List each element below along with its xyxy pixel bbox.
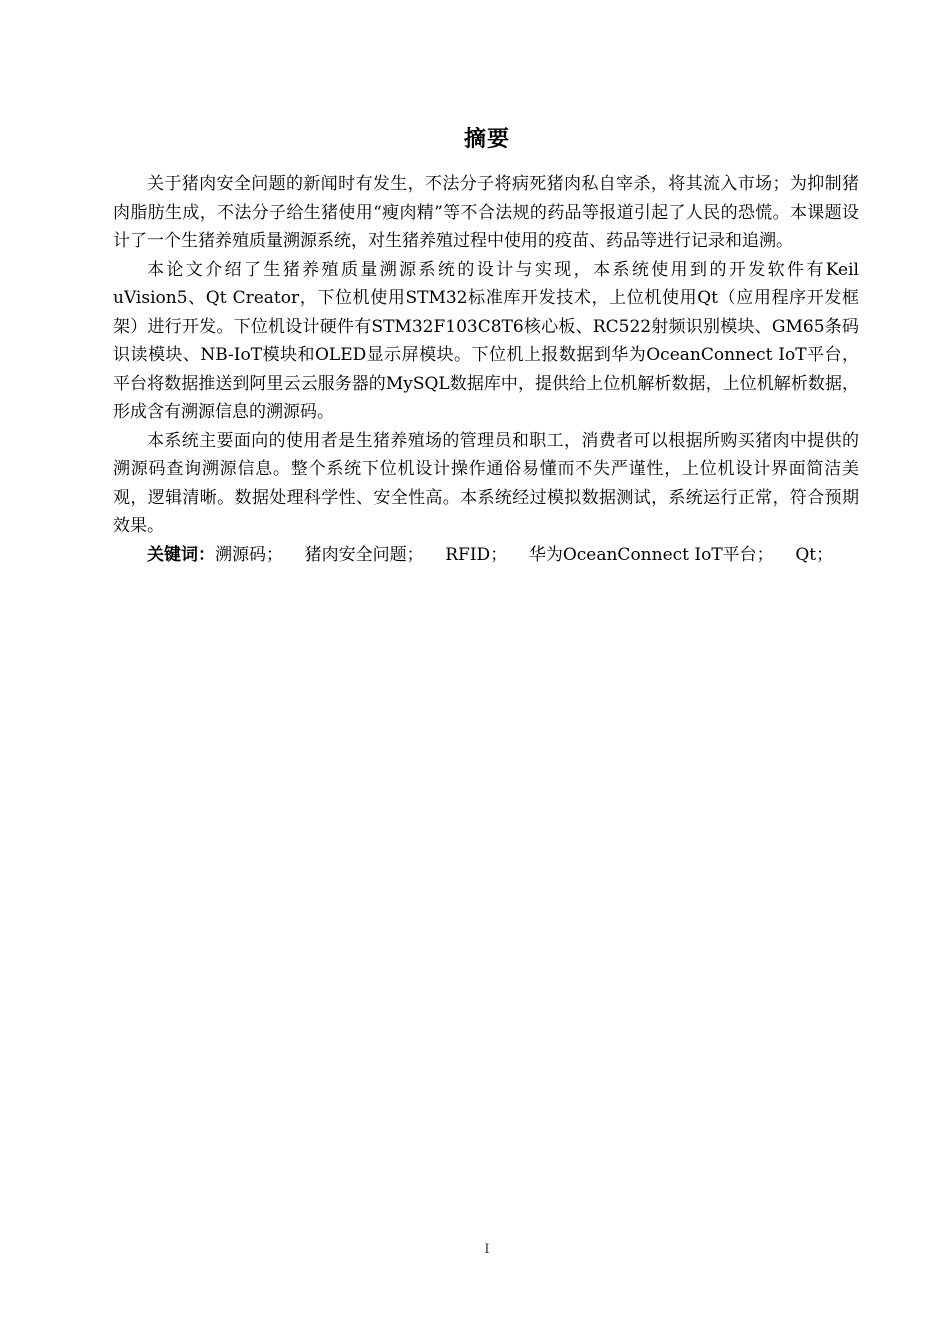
keywords-label: 关键词：	[147, 544, 215, 565]
keyword-item: RFID；	[445, 544, 508, 565]
keyword-item: 猪肉安全问题；	[304, 544, 424, 565]
abstract-paragraph-1: 关于猪肉安全问题的新闻时有发生，不法分子将病死猪肉私自宰杀，将其流入市场；为抑制猪肉脂肪生成，不法分子给生猪使用“瘦肉精”等不合法规的药品等报道引起了人民的恐慌。本课题设计了一个生猪养殖质量溯源系统，对生猪养殖过程中使用的疫苗、药品等进行记录和追溯。	[113, 174, 859, 251]
keyword-item: 溯源码；	[215, 544, 283, 565]
page-number: I	[484, 1242, 490, 1257]
keyword-item: 华为OceanConnect IoT平台；	[528, 544, 774, 565]
abstract-paragraph-2: 本论文介绍了生猪养殖质量溯源系统的设计与实现，本系统使用到的开发软件有Keil uVision5、Qt Creator，下位机使用STM32标准库开发技术，上位机使用Qt（应用程序开发框架）进行开发。下位机设计硬件有STM32F103C8T6核心板、RC522射频识别模块、GM65条码识读模块、NB-IoT模块和OLED显示屏模块。下位机上报数据到华为OceanConnect IoT平台，平台将数据推送到阿里云云服务器的MySQL数据库中，提供给上位机解析数据，上位机解析数据，形成含有溯源信息的溯源码。	[113, 259, 859, 422]
keyword-item: Qt；	[795, 544, 834, 565]
abstract-title: 摘要	[463, 127, 510, 152]
keywords-line	[113, 541, 859, 570]
abstract-paragraph-3: 本系统主要面向的使用者是生猪养殖场的管理员和职工，消费者可以根据所购买猪肉中提供的溯源码查询溯源信息。整个系统下位机设计操作通俗易懂而不失严谨性，上位机设计界面简洁美观，逻辑清晰。数据处理科学性、安全性高。本系统经过模拟数据测试，系统运行正常，符合预期效果。	[113, 430, 859, 536]
abstract-body	[113, 170, 859, 569]
